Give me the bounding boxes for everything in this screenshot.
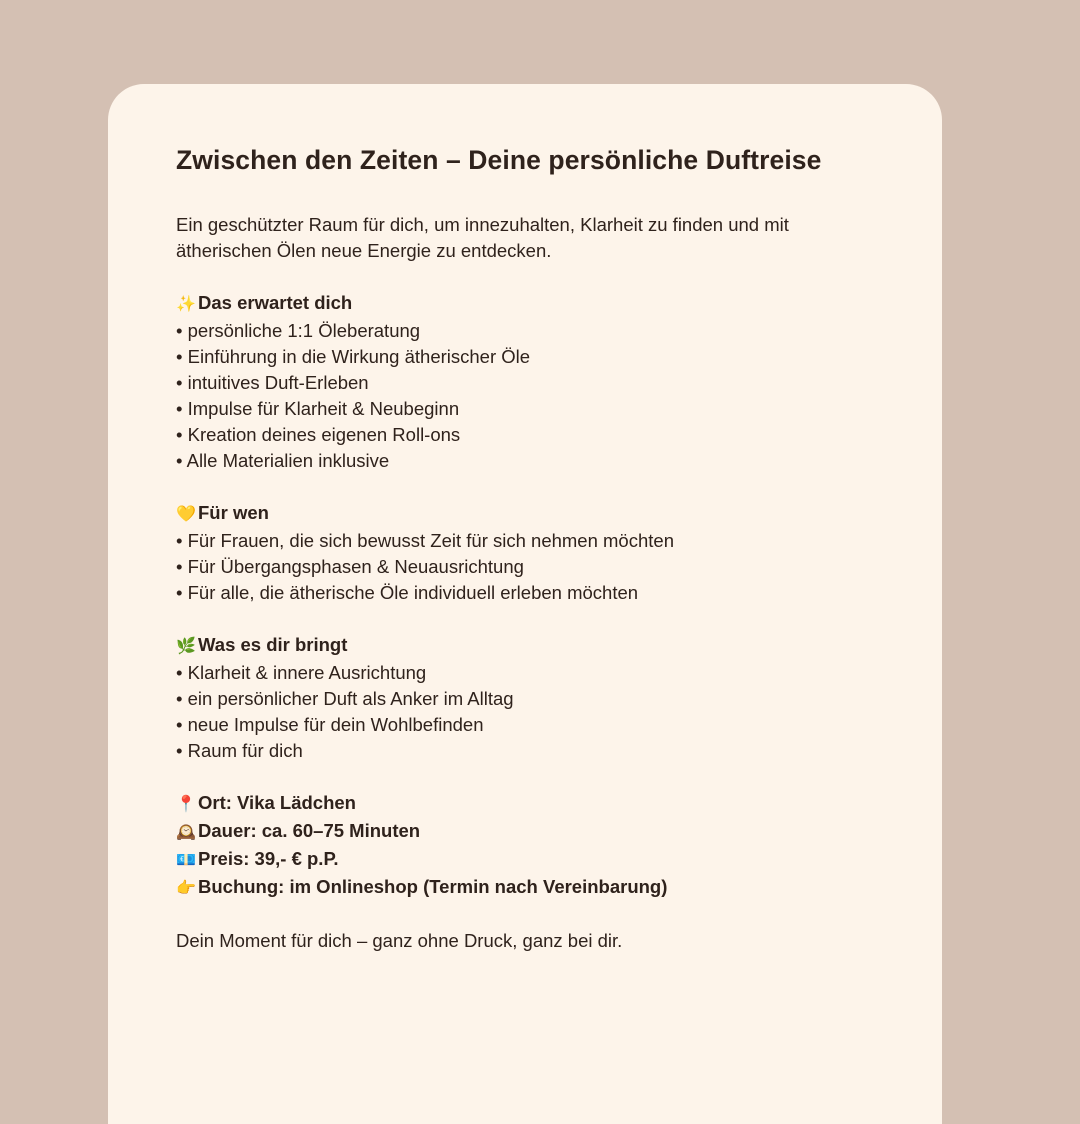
list-item: • Raum für dich bbox=[176, 738, 876, 764]
list-item: • Für Frauen, die sich bewusst Zeit für sich nehmen möchten bbox=[176, 528, 876, 554]
section-1 bbox=[176, 500, 876, 606]
pointing-hand-icon: 👉 bbox=[176, 880, 196, 897]
booking-text: Buchung: im Onlineshop (Termin nach Vereinbarung) bbox=[198, 876, 668, 897]
euro-banknote-icon: 💶 bbox=[176, 852, 196, 869]
list-item: • ein persönlicher Duft als Anker im Alltag bbox=[176, 686, 876, 712]
duration-line bbox=[176, 818, 876, 846]
section-heading bbox=[176, 290, 876, 318]
location-text: Ort: Vika Lädchen bbox=[198, 792, 356, 813]
list-item: • persönliche 1:1 Öleberatung bbox=[176, 318, 876, 344]
list-item: • neue Impulse für dein Wohlbefinden bbox=[176, 712, 876, 738]
list-item: • Für Übergangsphasen & Neuausrichtung bbox=[176, 554, 876, 580]
section-heading-text: Für wen bbox=[198, 502, 269, 523]
booking-line bbox=[176, 874, 876, 902]
section-heading-text: Was es dir bringt bbox=[198, 634, 348, 655]
section-0 bbox=[176, 290, 876, 474]
list-item: • Einführung in die Wirkung ätherischer Öle bbox=[176, 344, 876, 370]
list-item: • Kreation deines eigenen Roll-ons bbox=[176, 422, 876, 448]
content-card bbox=[108, 84, 942, 1124]
section-heading-text: Das erwartet dich bbox=[198, 292, 353, 313]
info-block bbox=[176, 790, 876, 902]
page-title: Zwischen den Zeiten – Deine persönliche Duftreise bbox=[176, 145, 822, 175]
sparkles-icon: ✨ bbox=[176, 296, 196, 313]
closing-text: Dein Moment für dich – ganz ohne Druck, ganz bei dir. bbox=[176, 930, 623, 951]
duration-text: Dauer: ca. 60–75 Minuten bbox=[198, 820, 421, 841]
price-line bbox=[176, 846, 876, 874]
clock-icon: 🕰️ bbox=[176, 824, 196, 841]
section-heading bbox=[176, 632, 876, 660]
location-line bbox=[176, 790, 876, 818]
list-item: • intuitives Duft-Erleben bbox=[176, 370, 876, 396]
list-item: • Klarheit & innere Ausrichtung bbox=[176, 660, 876, 686]
list-item: • Für alle, die ätherische Öle individuell erleben möchten bbox=[176, 580, 876, 606]
section-heading bbox=[176, 500, 876, 528]
price-text: Preis: 39,- € p.P. bbox=[198, 848, 339, 869]
yellow-heart-icon: 💛 bbox=[176, 506, 196, 523]
intro-text: Ein geschützter Raum für dich, um innezuhalten, Klarheit zu finden und mit ätherischen Ölen neue Energie zu entdecken. bbox=[176, 214, 789, 261]
pin-icon: 📍 bbox=[176, 796, 196, 813]
list-item: • Impulse für Klarheit & Neubeginn bbox=[176, 396, 876, 422]
list-item: • Alle Materialien inklusive bbox=[176, 448, 876, 474]
herb-icon: 🌿 bbox=[176, 638, 196, 655]
section-2 bbox=[176, 632, 876, 764]
